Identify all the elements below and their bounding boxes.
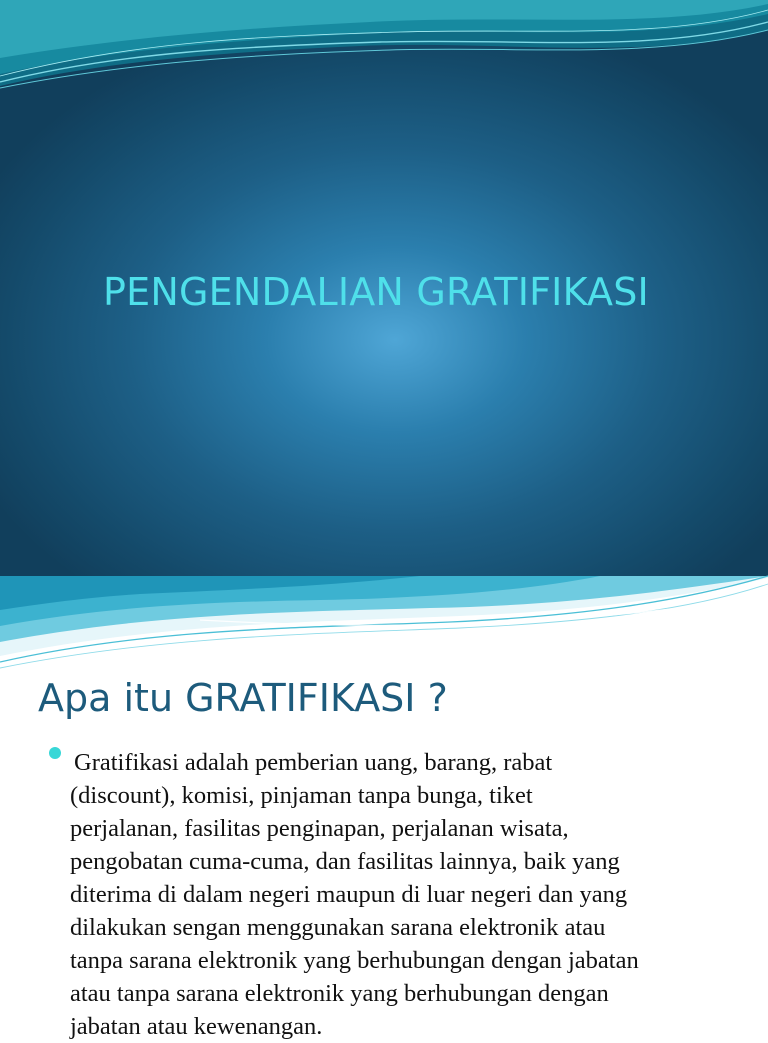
wave-header-decoration xyxy=(0,576,768,676)
bullet-line: (discount), komisi, pinjaman tanpa bunga, tiket xyxy=(70,782,533,809)
bullet-icon xyxy=(49,747,61,759)
bullet-line: diterima di dalam negeri maupun di luar negeri dan yang xyxy=(70,881,628,908)
content-slide xyxy=(0,576,768,1040)
bullet-line: Gratifikasi adalah pemberian uang, barang, rabat xyxy=(74,749,553,776)
bullet-line: atau tanpa sarana elektronik yang berhubungan dengan xyxy=(70,980,609,1007)
slide-heading: Apa itu GRATIFIKASI ? xyxy=(38,676,448,720)
bullet-line: tanpa sarana elektronik yang berhubungan dengan jabatan xyxy=(70,947,639,974)
bullet-line: jabatan atau kewenangan. xyxy=(70,1013,323,1040)
slide-title: PENGENDALIAN GRATIFIKASI xyxy=(103,270,649,314)
bullet-text xyxy=(70,746,750,1043)
wave-header-decoration xyxy=(0,0,768,110)
bullet-line: perjalanan, fasilitas penginapan, perjalanan wisata, xyxy=(70,815,569,842)
bullet-line: dilakukan sengan menggunakan sarana elektronik atau xyxy=(70,914,606,941)
bullet-line: pengobatan cuma-cuma, dan fasilitas lainnya, baik yang xyxy=(70,848,620,875)
